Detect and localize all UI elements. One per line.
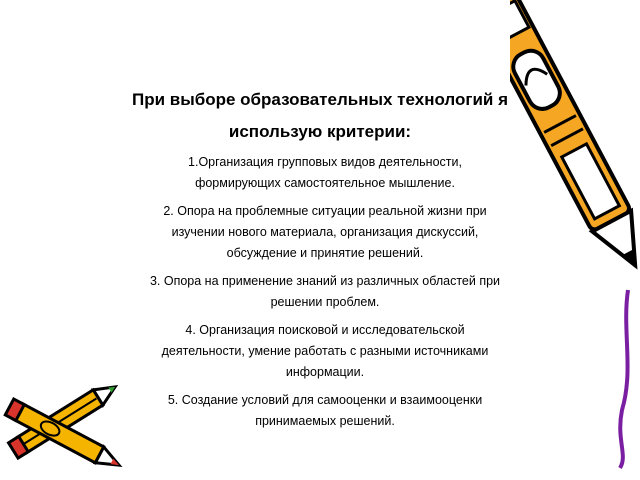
criterion-4 [120, 320, 530, 383]
title-line: использую критерии: [228, 122, 412, 141]
criterion-line: информации. [285, 365, 365, 379]
criterion-line: формирующих самостоятельное мышление. [195, 176, 455, 190]
criterion-line: деятельности, умение работать с разными источниками [161, 344, 489, 358]
criterion-2 [120, 201, 530, 264]
criterion-line: изучении нового материала, организация дискуссий, [171, 225, 479, 239]
criterion-line: обсуждение и принятие решений. [226, 246, 424, 260]
criterion-line: решении проблем. [270, 295, 380, 309]
criterion-5 [120, 390, 530, 432]
criterion-line: 1.Организация групповых видов деятельности, [188, 155, 462, 169]
slide-title [80, 84, 560, 148]
criterion-line: 5. Создание условий для самооценки и взаимооценки [167, 393, 483, 407]
criterion-line: 4. Организация поисковой и исследовательской [185, 323, 465, 337]
title-line: При выборе образовательных технологий я [131, 90, 509, 109]
criterion-3 [120, 271, 530, 313]
criterion-line: 3. Опора на применение знаний из различных областей при [149, 274, 501, 288]
criterion-line: принимаемых решений. [255, 414, 395, 428]
criteria-list [120, 152, 530, 439]
criterion-1 [120, 152, 530, 194]
pencils-icon [0, 378, 140, 478]
criterion-line: 2. Опора на проблемные ситуации реальной жизни при [163, 204, 487, 218]
